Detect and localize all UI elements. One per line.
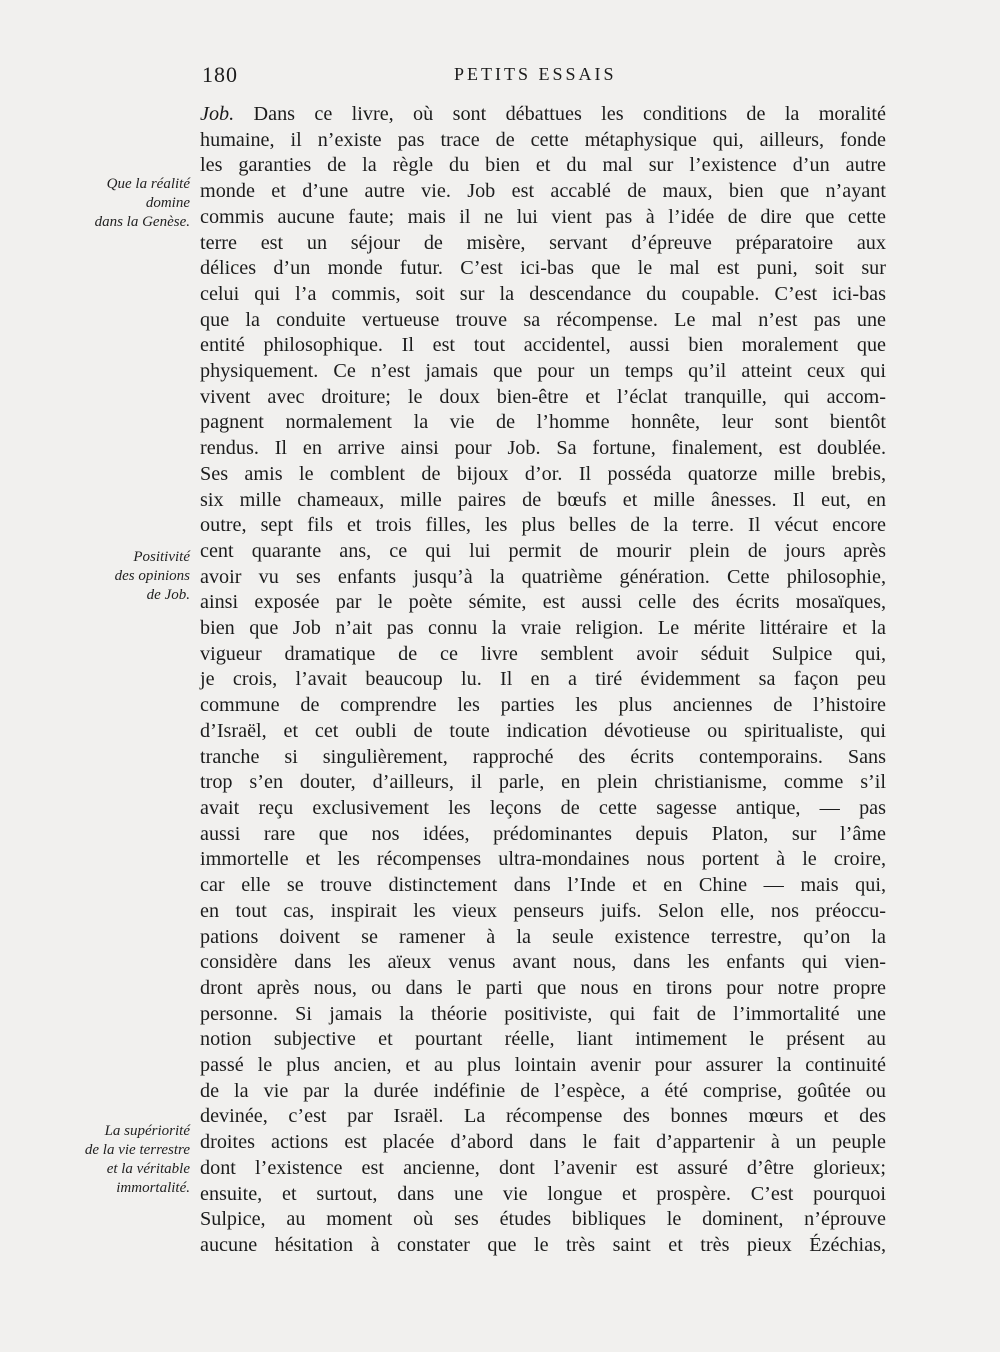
text-line: de la vie par la durée indéfinie de l’espèce, a été comprise, goûtée ou: [200, 1079, 886, 1102]
margin-note-positivity-job: [40, 548, 190, 605]
margin-note-reality-genesis: [40, 175, 190, 232]
text-line: avoir vu ses enfants jusqu’à la quatrième génération. Cette philosophie,: [200, 565, 886, 588]
text-line: avait reçu exclusivement les leçons de cette sagesse antique, — pas: [200, 796, 886, 819]
text-line: d’Israël, et cet oubli de toute indication dévotieuse ou spiritualiste, qui: [200, 719, 886, 742]
text-line: physiquement. Ce n’est jamais que pour un temps qu’il atteint ceux qui: [200, 360, 886, 383]
margin-note-line: domine: [145, 195, 190, 211]
italic-word-job: Job.: [200, 103, 235, 125]
margin-note-line: de Job.: [146, 587, 190, 603]
text-line-rest: Dans ce livre, où sont débattues les conditions de la moralité: [234, 103, 886, 125]
text-line: bien que Job n’ait pas connu la vraie religion. Le mérite littéraire et la: [200, 617, 886, 640]
text-line: outre, sept fils et trois filles, les plus belles de la terre. Il vécut encore: [200, 514, 886, 537]
text-line: humaine, il n’existe pas trace de cette métaphysique qui, ailleurs, fonde: [200, 128, 886, 151]
text-line: [200, 102, 886, 128]
text-line: dont l’existence est ancienne, dont l’avenir est assuré d’être glorieux;: [200, 1156, 886, 1179]
text-line: tranche si singulièrement, rapproché des écrits contemporains. Sans: [200, 745, 886, 768]
text-line: celui qui l’a commis, soit sur la descendance du coupable. C’est ici-bas: [200, 282, 886, 305]
text-line: commis aucune faute; mais il ne lui vient pas à l’idée de dire que cette: [200, 205, 886, 228]
text-line: six mille chameaux, mille paires de bœufs et mille ânesses. Il eut, en: [200, 488, 886, 511]
text-line: car elle se trouve distinctement dans l’Inde et en Chine — mais qui,: [200, 874, 886, 897]
text-line: vigueur dramatique de ce livre semblent avoir séduit Sulpice qui,: [200, 642, 886, 665]
body-text: [200, 102, 886, 1259]
margin-note-line: La supériorité: [104, 1123, 190, 1139]
text-line: délices d’un monde futur. C’est ici-bas que le mal est puni, soit sur: [200, 257, 886, 280]
text-line: Sulpice, au moment où ses études bibliques le dominent, n’éprouve: [200, 1208, 886, 1231]
margin-note-line: Que la réalité: [106, 176, 190, 192]
margin-note-line: dans la Genèse.: [94, 214, 190, 230]
text-line: que la conduite vertueuse trouve sa récompense. Le mal n’est pas une: [200, 308, 886, 331]
text-line: je crois, l’avait beaucoup lu. Il en a tiré évidemment sa façon peu: [200, 668, 886, 691]
margin-note-line: et la véritable: [106, 1161, 190, 1177]
text-line: considère dans les aïeux venus avant nous, dans les enfants qui vien-: [200, 951, 886, 974]
text-line: monde et d’une autre vie. Job est accablé de maux, bien que n’ayant: [200, 180, 886, 203]
running-title: PETITS ESSAIS: [454, 64, 617, 84]
text-line: les garanties de la règle du bien et du mal sur l’existence d’un autre: [200, 154, 886, 177]
margin-note-line: Positivité: [133, 549, 190, 565]
text-line: vivent avec droiture; le doux bien-être et l’éclat tranquille, qui accom-: [200, 385, 886, 408]
text-line: ensuite, et surtout, dans une vie longue et prospère. C’est pourquoi: [200, 1182, 886, 1205]
text-line: terre est un séjour de misère, servant d’épreuve préparatoire aux: [200, 231, 886, 254]
text-line: aucune hésitation à constater que le très saint et très pieux Ézéchias,: [200, 1233, 886, 1256]
text-line: en tout cas, inspirait les vieux penseurs juifs. Selon elle, nos préoccu-: [200, 899, 886, 922]
page-number: 180: [202, 62, 238, 87]
text-line: devinée, c’est par Israël. La récompense des bonnes mœurs et des: [200, 1105, 886, 1128]
text-line: Ses amis le comblent de bijoux d’or. Il posséda quatorze mille brebis,: [200, 462, 886, 485]
text-line: notion subjective et pourtant réelle, liant intimement le présent au: [200, 1028, 886, 1051]
text-line: entité philosophique. Il est tout accidentel, aussi bien moralement que: [200, 334, 886, 357]
text-line: pations doivent se ramener à la seule existence terrestre, qu’on la: [200, 925, 886, 948]
margin-note-line: des opinions: [114, 568, 190, 584]
text-line: ainsi exposée par le poète sémite, est aussi celle des écrits mosaïques,: [200, 591, 886, 614]
text-line: personne. Si jamais la théorie positiviste, qui fait de l’immortalité une: [200, 1002, 886, 1025]
text-line: trop s’en douter, d’ailleurs, il parle, en plein christianisme, comme s’il: [200, 771, 886, 794]
text-line: aussi rare que nos idées, prédominantes depuis Platon, sur l’âme: [200, 822, 886, 845]
margin-note-line: de la vie terrestre: [84, 1142, 190, 1158]
text-line: immortelle et les récompenses ultra-mondaines nous portent à le croire,: [200, 848, 886, 871]
text-line: cent quarante ans, ce qui lui permit de mourir plein de jours après: [200, 539, 886, 562]
text-line: dront après nous, ou dans le parti que nous en tirons pour notre propre: [200, 976, 886, 999]
margin-note-terrestrial-life: [40, 1122, 190, 1198]
text-line: passé le plus ancien, et au plus lointain avenir pour assurer la continuité: [200, 1054, 886, 1077]
text-line: droites actions est placée d’abord dans le fait d’appartenir à un peuple: [200, 1131, 886, 1154]
text-line: rendus. Il en arrive ainsi pour Job. Sa fortune, finalement, est doublée.: [200, 437, 886, 460]
text-line: pagnent normalement la vie de l’homme honnête, leur sont bientôt: [200, 411, 886, 434]
margin-note-line: immortalité.: [116, 1180, 190, 1196]
running-head: [202, 62, 884, 88]
text-line: commune de comprendre les parties les plus anciennes de l’histoire: [200, 694, 886, 717]
